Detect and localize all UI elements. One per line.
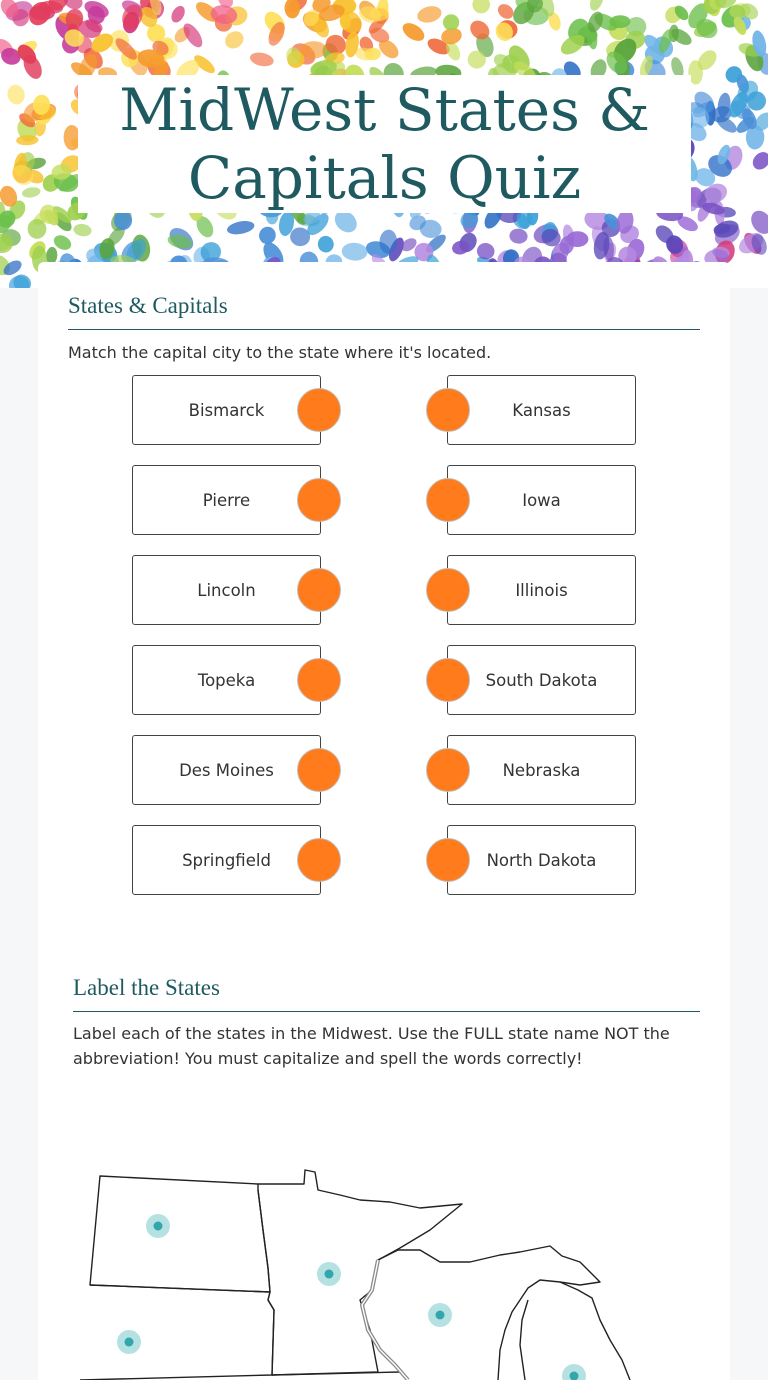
section-divider xyxy=(68,329,700,330)
map-marker-center xyxy=(154,1222,163,1231)
state-box[interactable] xyxy=(447,735,636,805)
section-instruction: Match the capital city to the state where it's located. xyxy=(68,343,492,362)
section-divider xyxy=(73,1011,700,1012)
confetti-dab xyxy=(399,19,427,44)
capital-box[interactable] xyxy=(132,825,321,895)
capital-box[interactable] xyxy=(132,735,321,805)
section-title-label-states: Label the States xyxy=(73,975,220,1000)
state-connector-dot[interactable] xyxy=(426,478,470,522)
confetti-dab xyxy=(566,231,588,247)
confetti-dab xyxy=(341,242,368,262)
confetti-dab xyxy=(5,83,27,107)
capital-label: Bismarck xyxy=(188,400,265,420)
minnesota-outline xyxy=(258,1170,462,1375)
confetti-dab xyxy=(416,4,444,25)
state-box[interactable] xyxy=(447,555,636,625)
state-markers xyxy=(117,1214,586,1380)
state-label: Nebraska xyxy=(502,760,581,780)
capital-connector-dot[interactable] xyxy=(297,388,341,432)
confetti-dab xyxy=(587,0,606,13)
state-box[interactable] xyxy=(447,825,636,895)
capital-connector-dot[interactable] xyxy=(297,838,341,882)
map-marker-center xyxy=(436,1311,445,1320)
map-marker-center xyxy=(325,1270,334,1279)
state-connector-dot[interactable] xyxy=(426,388,470,432)
confetti-dab xyxy=(73,223,93,238)
capital-label: Pierre xyxy=(202,490,251,510)
state-label: Illinois xyxy=(515,580,568,600)
state-box[interactable] xyxy=(447,645,636,715)
capital-connector-dot[interactable] xyxy=(297,568,341,612)
capital-connector-dot[interactable] xyxy=(297,658,341,702)
confetti-dab xyxy=(495,1,516,22)
state-connector-dot[interactable] xyxy=(426,748,470,792)
capital-box[interactable] xyxy=(132,645,321,715)
page-title: MidWest States & Capitals Quiz xyxy=(119,76,650,212)
map-marker-center xyxy=(125,1338,134,1347)
confetti-dab xyxy=(284,0,300,19)
section-instruction-line-1: Label each of the states in the Midwest. Use the FULL state name NOT the xyxy=(73,1024,670,1043)
confetti-dab xyxy=(469,0,494,17)
capital-connector-dot[interactable] xyxy=(297,478,341,522)
confetti-dab xyxy=(316,235,335,254)
capital-box[interactable] xyxy=(132,375,321,445)
river-border xyxy=(362,1260,408,1380)
state-connector-dot[interactable] xyxy=(426,568,470,612)
state-box[interactable] xyxy=(447,465,636,535)
state-connector-dot[interactable] xyxy=(426,658,470,702)
state-label: Iowa xyxy=(522,490,561,510)
state-connector-dot[interactable] xyxy=(426,838,470,882)
confetti-dab xyxy=(226,219,256,236)
header-banner xyxy=(0,0,768,288)
confetti-dab xyxy=(249,51,275,69)
capital-label: Des Moines xyxy=(179,760,274,780)
capital-label: Springfield xyxy=(182,850,271,870)
confetti-dab xyxy=(749,149,768,173)
state-label: North Dakota xyxy=(486,850,597,870)
capital-box[interactable] xyxy=(132,465,321,535)
state-box[interactable] xyxy=(447,375,636,445)
confetti-dab xyxy=(21,186,41,199)
midwest-map xyxy=(38,1110,730,1380)
confetti-dab xyxy=(257,225,278,247)
north-dakota-outline xyxy=(90,1176,270,1292)
confetti-dab xyxy=(509,228,529,245)
section-title-states-capitals: States & Capitals xyxy=(68,293,228,318)
wisconsin-outline xyxy=(378,1246,600,1380)
confetti-dab xyxy=(169,4,188,25)
capital-box[interactable] xyxy=(132,555,321,625)
capital-connector-dot[interactable] xyxy=(297,748,341,792)
river-border-inner xyxy=(362,1260,408,1380)
state-label: Kansas xyxy=(512,400,571,420)
capital-label: Topeka xyxy=(197,670,256,690)
iowa-outline xyxy=(272,1372,400,1375)
title-box xyxy=(78,75,691,213)
section-instruction-line-2: abbreviation! You must capitalize and spell the words correctly! xyxy=(73,1049,583,1068)
south-dakota-outline xyxy=(80,1285,274,1380)
capital-label: Lincoln xyxy=(197,580,256,600)
confetti-dab xyxy=(747,91,766,110)
state-label: South Dakota xyxy=(485,670,598,690)
map-outline xyxy=(38,1110,730,1380)
